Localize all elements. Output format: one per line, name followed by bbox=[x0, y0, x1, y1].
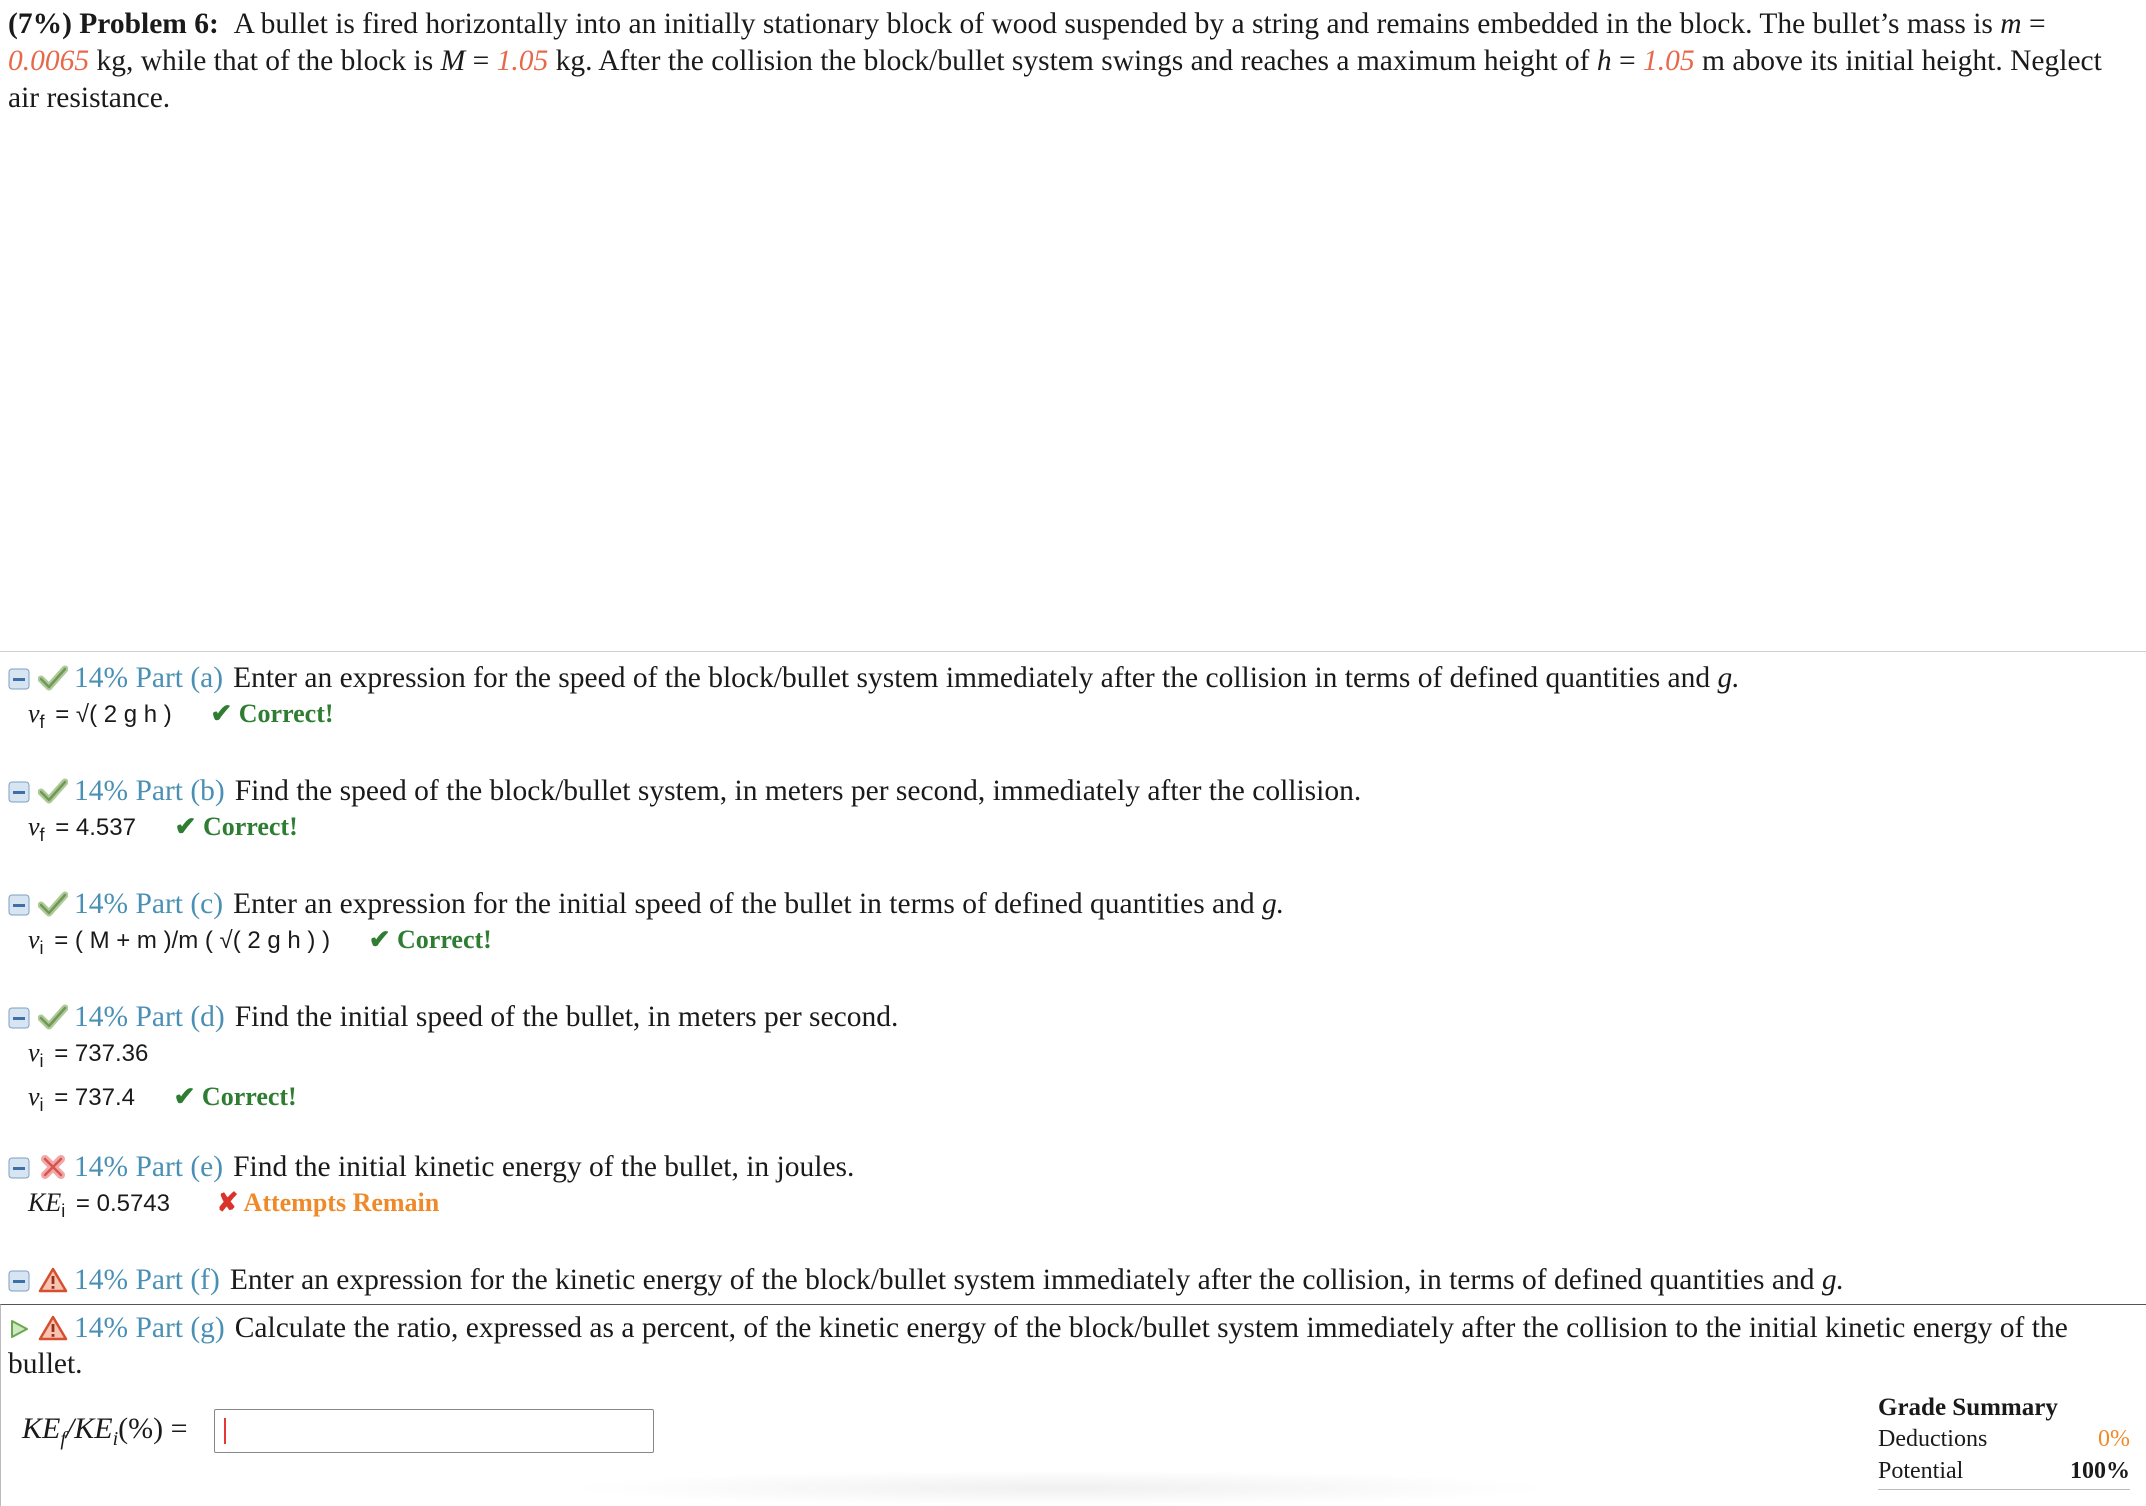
check-icon bbox=[38, 1003, 68, 1031]
label-subscript-2: i bbox=[112, 1428, 119, 1450]
attempts-remain-text: Attempts Remain bbox=[243, 1188, 440, 1217]
part-c-question: Enter an expression for the initial speed of the bullet in terms of defined quantities and bbox=[233, 888, 1255, 920]
x-icon bbox=[38, 1153, 68, 1181]
height-value: 1.05 bbox=[1643, 45, 1695, 77]
problem-label: Problem 6: bbox=[79, 8, 219, 40]
part-a bbox=[8, 660, 2133, 740]
part-g-label: Part (g) bbox=[135, 1312, 225, 1344]
expand-triangle-icon[interactable] bbox=[8, 1318, 30, 1340]
part-c-tail: g. bbox=[1262, 888, 1285, 920]
part-d-label: Part (d) bbox=[135, 1001, 225, 1033]
part-f-weight: 14% bbox=[74, 1264, 129, 1296]
part-f-label: Part (f) bbox=[135, 1264, 220, 1296]
answer-subscript: f bbox=[39, 712, 45, 732]
collapse-minus-icon[interactable] bbox=[8, 894, 30, 916]
problem-statement: (7%) Problem 6: A bullet is fired horizontally into an initially stationary block of wood suspended by a string and remains embedded in the block. The bullet’s mass is m = 0.0065 kg, while that of the block is M = 1.05 kg. After the collision the block/bullet system swings and reaches a maximum height of h = 1.05 m above its initial height. Neglect air resistance. bbox=[8, 8, 2102, 114]
problem-weight: (7%) bbox=[8, 8, 72, 40]
attempts-remain-feedback bbox=[217, 1188, 440, 1217]
label-symbol-2: /KE bbox=[65, 1412, 113, 1445]
mass-block-symbol: M bbox=[440, 45, 466, 77]
part-d-answer-1 bbox=[8, 1035, 2133, 1079]
answer-subscript: i bbox=[39, 938, 44, 958]
part-e bbox=[8, 1149, 2133, 1229]
ratio-input-label bbox=[22, 1412, 188, 1451]
answer-value: = √( 2 g h ) bbox=[55, 701, 172, 728]
height-symbol: h bbox=[1596, 45, 1612, 77]
label-symbol-1: KE bbox=[22, 1412, 61, 1445]
answer-subscript: i bbox=[61, 1201, 66, 1221]
answer-subscript: f bbox=[39, 825, 45, 845]
part-d bbox=[8, 999, 2133, 1123]
part-a-answer bbox=[8, 696, 2133, 740]
scroll-shadow bbox=[560, 1470, 1560, 1506]
check-icon bbox=[38, 890, 68, 918]
answer-symbol: KE bbox=[28, 1188, 62, 1217]
answer-symbol: v bbox=[28, 699, 40, 728]
divider bbox=[0, 651, 2146, 652]
collapse-minus-icon[interactable] bbox=[8, 668, 30, 690]
part-c-answer bbox=[8, 922, 2133, 966]
grade-summary-rule bbox=[1878, 1489, 2130, 1490]
correct-feedback: ✔ Correct! bbox=[210, 699, 334, 728]
part-d-question: Find the initial speed of the bullet, in meters per second. bbox=[234, 1001, 899, 1033]
part-f-question: Enter an expression for the kinetic energy of the block/bullet system immediately after the collision, in terms of defined quantities and bbox=[229, 1264, 1815, 1296]
part-a-question: Enter an expression for the speed of the block/bullet system immediately after the collision in terms of defined quantities and bbox=[233, 662, 1711, 694]
correct-feedback: ✔ Correct! bbox=[368, 925, 492, 954]
potential-label: Potential bbox=[1878, 1458, 1964, 1484]
part-a-label: Part (a) bbox=[135, 662, 224, 694]
part-e-question: Find the initial kinetic energy of the bullet, in joules. bbox=[233, 1151, 855, 1183]
collapse-minus-icon[interactable] bbox=[8, 1007, 30, 1029]
answer-symbol: v bbox=[28, 925, 40, 954]
grade-summary-title: Grade Summary bbox=[1878, 1394, 2058, 1421]
mass-block-value: 1.05 bbox=[496, 45, 549, 77]
problem-text-1: A bullet is fired horizontally into an initially stationary block of wood suspended by a string and remains embedded in the block. The bullet’s mass is bbox=[233, 8, 1993, 40]
answer-subscript: i bbox=[39, 1095, 44, 1115]
part-f-tail: g. bbox=[1821, 1264, 1844, 1296]
collapse-minus-icon[interactable] bbox=[8, 1270, 30, 1292]
part-d-answer-2 bbox=[8, 1079, 2133, 1123]
potential-value: 100% bbox=[2070, 1458, 2130, 1484]
part-e-answer bbox=[8, 1185, 2133, 1229]
problem-text-2: kg, while that of the block is bbox=[96, 45, 434, 77]
answer-subscript: i bbox=[39, 1051, 44, 1071]
part-a-weight: 14% bbox=[74, 662, 129, 694]
check-icon bbox=[38, 777, 68, 805]
collapse-minus-icon[interactable] bbox=[8, 1157, 30, 1179]
warning-icon bbox=[38, 1314, 68, 1342]
answer-value: = 0.5743 bbox=[75, 1190, 170, 1217]
answer-value: = 737.36 bbox=[54, 1040, 149, 1067]
answer-symbol: v bbox=[28, 1082, 40, 1111]
part-a-tail: g. bbox=[1717, 662, 1740, 694]
correct-feedback: ✔ Correct! bbox=[173, 1082, 297, 1111]
part-f bbox=[8, 1262, 2133, 1298]
part-c-weight: 14% bbox=[74, 888, 129, 920]
part-e-weight: 14% bbox=[74, 1151, 129, 1183]
answer-value: = 737.4 bbox=[54, 1084, 135, 1111]
problem-text-4: m above its initial height. Neglect air resistance. bbox=[8, 45, 2102, 114]
part-g-question: Calculate the ratio, expressed as a percent, of the kinetic energy of the block/bullet system immediately after the collision to the initial kinetic energy of the bullet. bbox=[8, 1312, 2068, 1380]
part-b-answer bbox=[8, 809, 2133, 853]
deductions-row bbox=[1878, 1423, 2130, 1455]
answer-symbol: v bbox=[28, 812, 40, 841]
warning-icon bbox=[38, 1266, 68, 1294]
part-b-question: Find the speed of the block/bullet system, in meters per second, immediately after the collision. bbox=[234, 775, 1362, 807]
part-c-label: Part (c) bbox=[135, 888, 224, 920]
answer-symbol: v bbox=[28, 1038, 40, 1067]
part-c bbox=[8, 886, 2133, 966]
collapse-minus-icon[interactable] bbox=[8, 781, 30, 803]
x-mark-icon: ✘ bbox=[216, 1188, 239, 1217]
mass-bullet-symbol: m bbox=[2000, 8, 2022, 40]
answer-value: = ( M + m )/m ( √( 2 g h ) ) bbox=[54, 927, 331, 954]
part-b bbox=[8, 773, 2133, 853]
problem-text-3: kg. After the collision the block/bullet system swings and reaches a maximum height of bbox=[555, 45, 1590, 77]
text-caret bbox=[224, 1418, 226, 1444]
part-b-label: Part (b) bbox=[135, 775, 225, 807]
deductions-label: Deductions bbox=[1878, 1426, 1988, 1452]
potential-row bbox=[1878, 1455, 2130, 1487]
answer-value: = 4.537 bbox=[55, 814, 136, 841]
ratio-answer-input[interactable] bbox=[214, 1409, 654, 1453]
grade-summary bbox=[1878, 1393, 2130, 1490]
mass-bullet-value: 0.0065 bbox=[8, 45, 90, 77]
deductions-value: 0% bbox=[2098, 1426, 2130, 1452]
part-b-weight: 14% bbox=[74, 775, 129, 807]
part-g bbox=[8, 1310, 2133, 1382]
label-tail: (%) = bbox=[118, 1412, 188, 1445]
correct-feedback: ✔ Correct! bbox=[174, 812, 298, 841]
part-d-weight: 14% bbox=[74, 1001, 129, 1033]
part-e-label: Part (e) bbox=[135, 1151, 224, 1183]
label-subscript-1: f bbox=[60, 1428, 66, 1450]
check-icon bbox=[38, 664, 68, 692]
part-g-weight: 14% bbox=[74, 1312, 129, 1344]
